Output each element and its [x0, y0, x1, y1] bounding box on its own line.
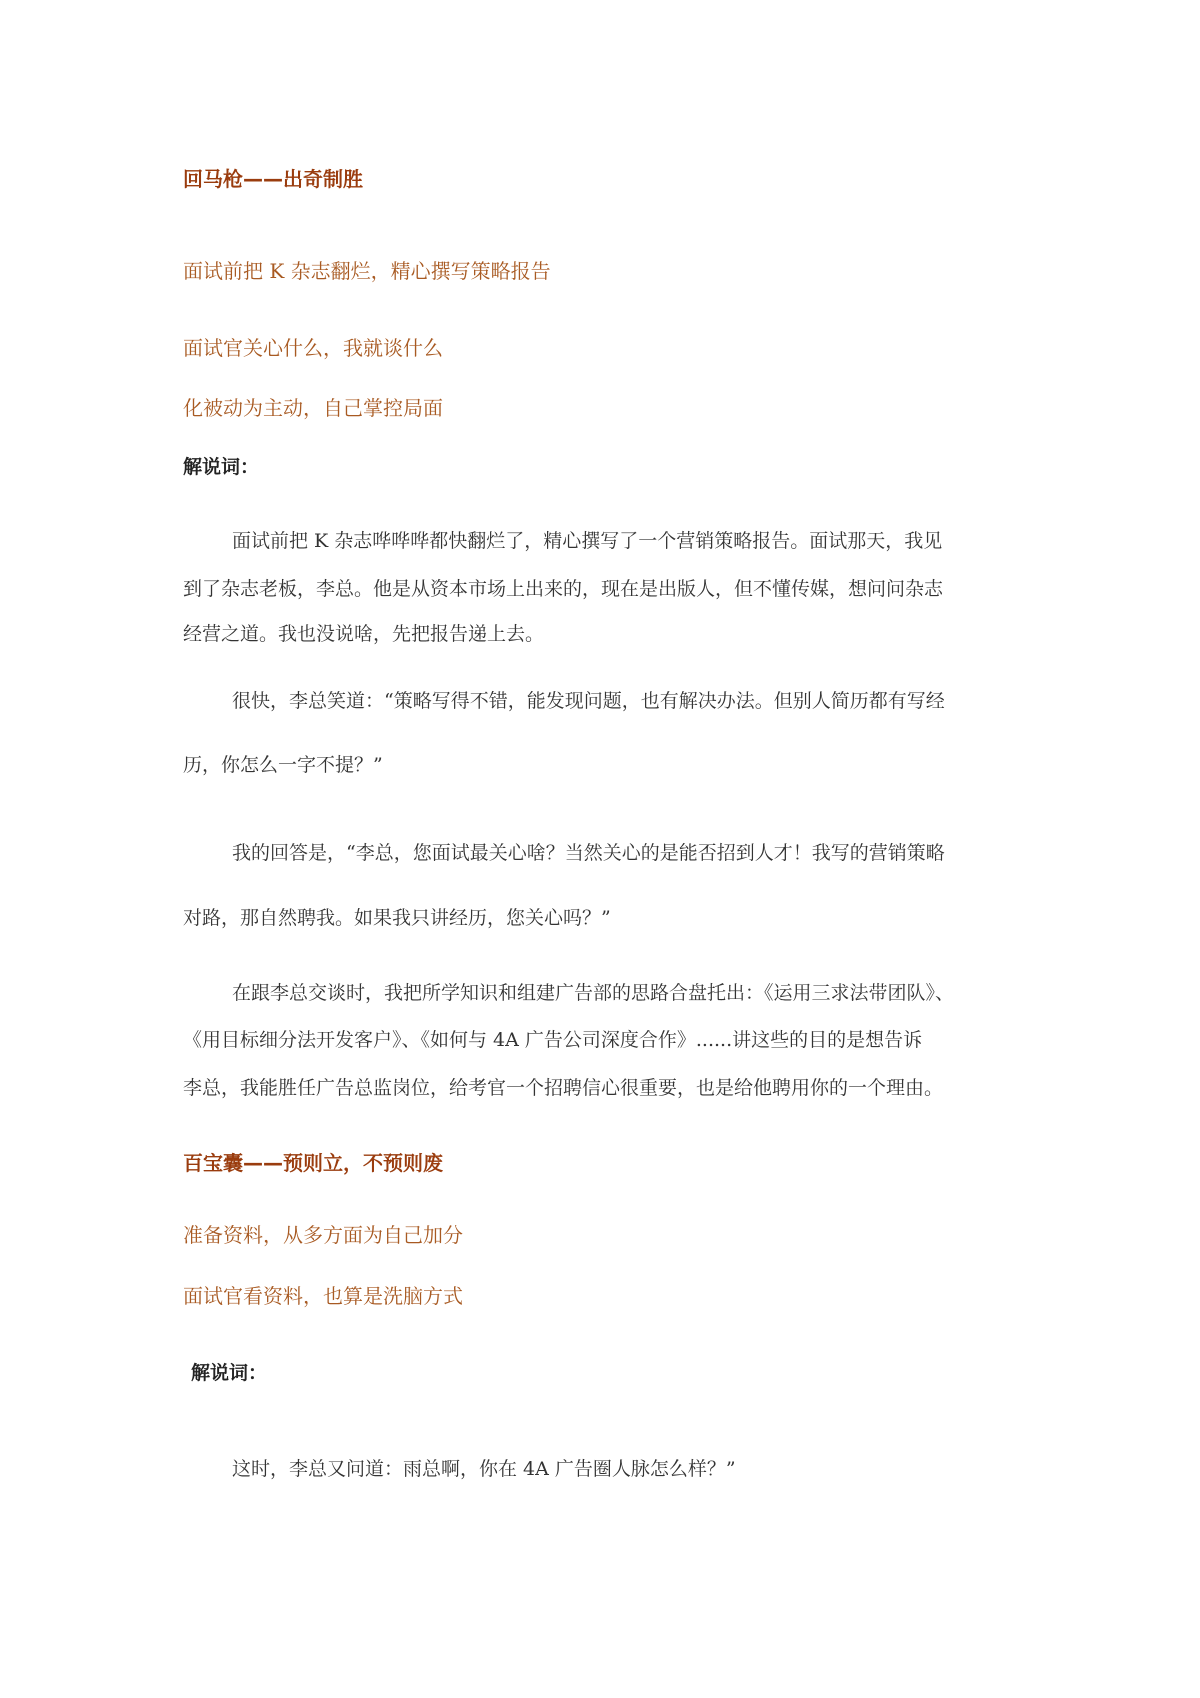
key-point: 准备资料，从多方面为自己加分	[183, 1223, 463, 1247]
key-point: 化被动为主动，自己掌控局面	[183, 396, 443, 420]
paragraph-line: 在跟李总交谈时，我把所学知识和组建广告部的思路合盘托出：《运用三求法带团队》、	[232, 982, 955, 1004]
section-heading: 回马枪——出奇制胜	[183, 167, 363, 191]
paragraph-line: 李总，我能胜任广告总监岗位，给考官一个招聘信心很重要，也是给他聘用你的一个理由。	[183, 1077, 944, 1099]
key-point: 面试前把 K 杂志翻烂，精心撰写策略报告	[183, 259, 551, 283]
paragraph-line: 我的回答是，“李总，您面试最关心啥？当然关心的是能否招到人才！我写的营销策略	[232, 842, 945, 864]
paragraph-line: 《用目标细分法开发客户》、《如何与 4A 广告公司深度合作》......讲这些的目的是想告诉	[183, 1029, 923, 1051]
paragraph-line: 很快，李总笑道：“策略写得不错，能发现问题，也有解决办法。但别人简历都有写经	[232, 690, 945, 712]
paragraph-line: 历，你怎么一字不提？”	[183, 754, 383, 776]
paragraph-line: 面试前把 K 杂志哗哗哗都快翻烂了，精心撰写了一个营销策略报告。面试那天，我见	[232, 530, 943, 552]
key-point: 面试官关心什么，我就谈什么	[183, 336, 443, 360]
commentary-label: 解说词：	[191, 1362, 268, 1384]
paragraph-line: 经营之道。我也没说啥，先把报告递上去。	[183, 623, 545, 645]
paragraph-line: 到了杂志老板，李总。他是从资本市场上出来的，现在是出版人，但不懂传媒，想问问杂志	[183, 578, 944, 600]
paragraph-line: 这时，李总又问道：雨总啊，你在 4A 广告圈人脉怎么样？”	[232, 1458, 736, 1480]
key-point: 面试官看资料，也算是洗脑方式	[183, 1284, 463, 1308]
paragraph-line: 对路，那自然聘我。如果我只讲经历，您关心吗？”	[183, 907, 611, 929]
section-heading: 百宝囊——预则立，不预则废	[183, 1151, 443, 1175]
commentary-label: 解说词：	[183, 456, 260, 478]
